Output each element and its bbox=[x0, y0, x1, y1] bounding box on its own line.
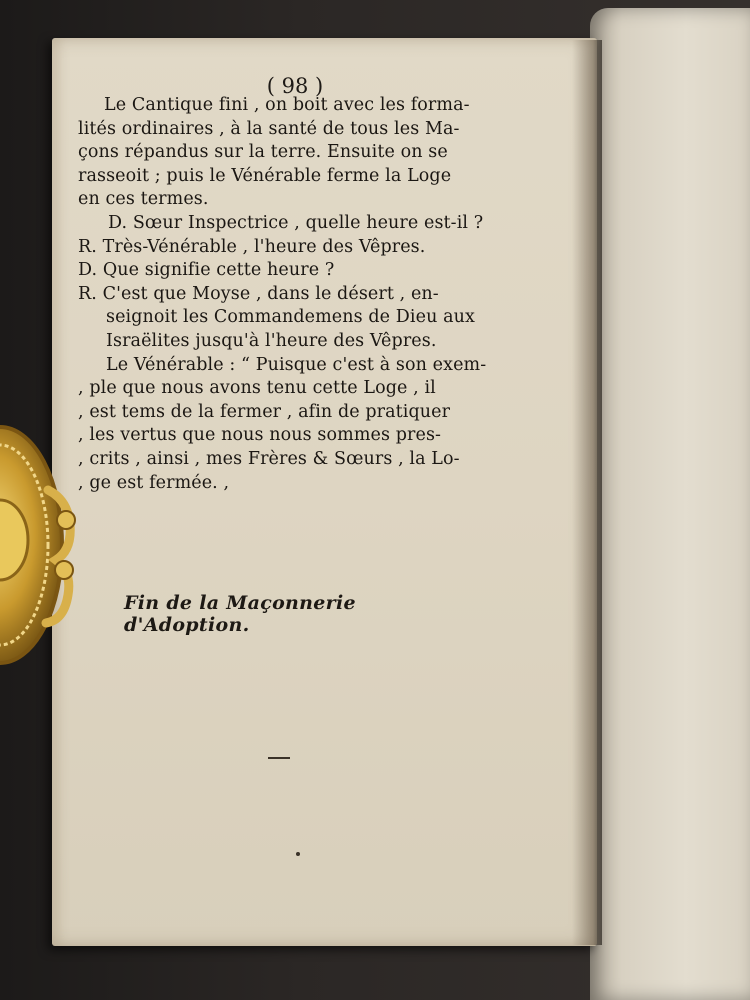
speech-line: , ple que nous avons tenu cette Loge , il bbox=[78, 378, 436, 399]
dialogue-line: R. Très-Vénérable , l'heure des Vêpres. bbox=[78, 236, 426, 257]
speech-line: , crits , ainsi , mes Frères & Sœurs , la Lo- bbox=[78, 448, 460, 469]
text-line: lités ordinaires , à la santé de tous les Ma- bbox=[78, 118, 460, 139]
ink-speck bbox=[296, 852, 300, 856]
ink-mark bbox=[268, 757, 290, 759]
closing-line: Fin de la Maçonnerie d'Adoption. bbox=[124, 592, 356, 636]
text-line: Israëlites jusqu'à l'heure des Vêpres. bbox=[106, 330, 437, 351]
speech-line: Le Vénérable : “ Puisque c'est à son exem- bbox=[106, 354, 487, 375]
dialogue-line: D. Que signifie cette heure ? bbox=[78, 260, 335, 281]
speech-line: , les vertus que nous nous sommes pres- bbox=[78, 425, 442, 446]
dialogue-line: R. C'est que Moyse , dans le désert , en- bbox=[78, 283, 439, 304]
text-line: seignoit les Commandemens de Dieu aux bbox=[106, 307, 475, 328]
text-line: en ces termes. bbox=[78, 189, 209, 210]
gutter-shadow bbox=[572, 40, 602, 945]
gold-ornament-icon bbox=[0, 420, 98, 670]
dialogue-line: D. Sœur Inspectrice , quelle heure est-il ? bbox=[108, 212, 484, 233]
page-number: ( 98 ) bbox=[266, 74, 324, 98]
text-line: Le Cantique fini , on boit avec les forma- bbox=[104, 95, 470, 115]
facing-page bbox=[590, 8, 750, 1000]
speech-line: , est tems de la fermer , afin de pratiquer bbox=[78, 401, 451, 422]
text-line: rasseoit ; puis le Vénérable ferme la Loge bbox=[78, 165, 452, 186]
text-line: çons répandus sur la terre. Ensuite on se bbox=[78, 142, 448, 163]
speech-line: , ge est fermée. , bbox=[78, 472, 230, 493]
body-text bbox=[78, 94, 518, 495]
